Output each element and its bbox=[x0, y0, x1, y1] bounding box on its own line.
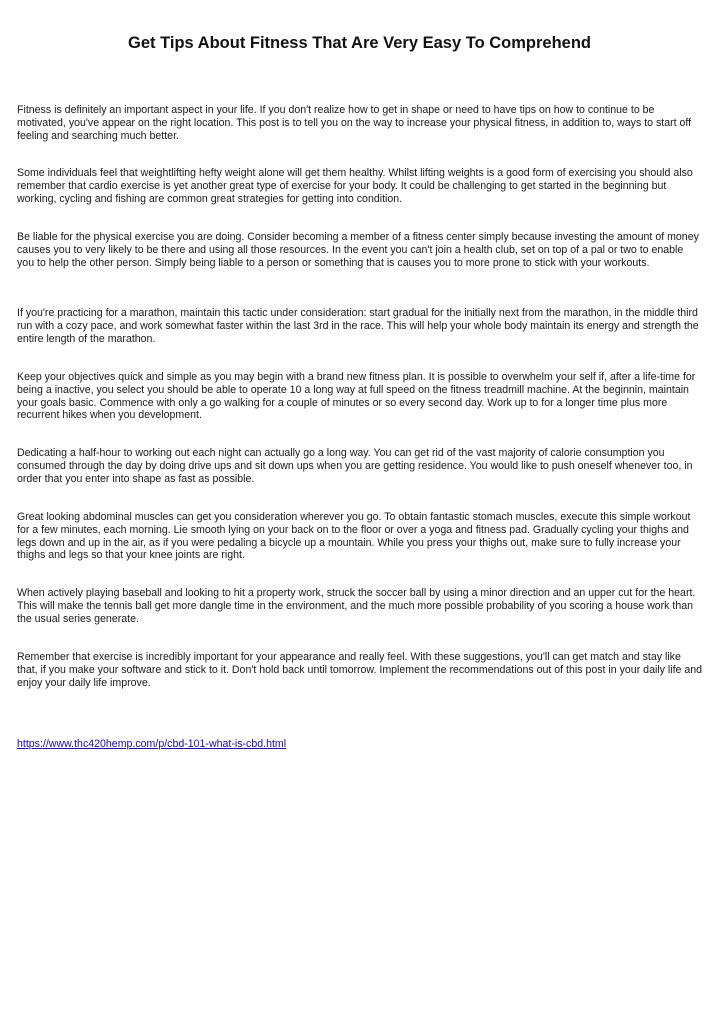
paragraph-weightlifting: Some individuals feel that weightlifting hefty weight alone will get them healthy. Whilst lifting weights is a good form of exercising you should also remember that cardio exercise is yet another great type of exercise for your body. It could be challenging to get started in the beginning but working, cycling and fishing are common great strategies for getting into condition. bbox=[17, 167, 693, 205]
paragraph-abdominal: Great looking abdominal muscles can get you consideration wherever you go. To obtain fantastic stomach muscles, execute this simple workout for a few minutes, each morning. Lie smooth lying on your back on to the floor or over a yoga and fitness pad. Gradually cycling your thighs and legs down and up in the air, as if you were pedaling a bicycle up a mountain. While you press your thighs out, make sure to fully increase your thighs and legs so that your knee joints are right. bbox=[17, 511, 691, 562]
paragraph-intro: Fitness is definitely an important aspect in your life. If you don't realize how to get in shape or need to have tips on how to continue to be motivated, you've appear on the right location. This post is to tell you on the way to increase your physical fitness, in addition to, ways to start off feeling and searching much better. bbox=[17, 104, 692, 142]
paragraph-half-hour: Dedicating a half-hour to working out each night can actually go a long way. You can get rid of the vast majority of calorie consumption you consumed through the day by doing drive ups and sit down ups when you are getting residence. You would like to push oneself whenever too, in order that you enter into shape as fast as possible. bbox=[17, 447, 693, 485]
paragraph-liable: Be liable for the physical exercise you are doing. Consider becoming a member of a fitness center simply because investing the amount of money causes you to very likely to be there and using all those resources. In the event you can't join a health club, set on top of a pal or two to enable you to help the other person. Simply being liable to a person or something that is causes you to more prone to stick with your workouts. bbox=[17, 231, 699, 269]
paragraph-baseball: When actively playing baseball and looking to hit a property work, struck the soccer ball by using a minor direction and an upper cut for the heart. This will make the tennis ball get more dangle time in the environment, and the much more possible probability of you scoring a house work than the usual series generate. bbox=[17, 587, 696, 625]
page-title: Get Tips About Fitness That Are Very Easy To Comprehend bbox=[127, 34, 591, 52]
paragraph-marathon: If you're practicing for a marathon, maintain this tactic under consideration: start gradual for the initially next from the marathon, in the middle third run with a cozy pace, and work somewhat faster within the last 3rd in the race. This will help your whole body maintain its energy and strength the entire length of the marathon. bbox=[17, 307, 699, 345]
paragraph-objectives: Keep your objectives quick and simple as you may begin with a brand new fitness plan. It is possible to overwhelm your self if, after a life-time for being a inactive, you select you should be able to operate 10 a long way at full speed on the fitness treadmill machine. At the beginnin, maintain your goals basic. Commence with only a go walking for a couple of minutes or so every second day. Work up to for a longer time plus more recurrent hikes when you development. bbox=[17, 371, 696, 422]
cbd-article-link[interactable]: https://www.thc420hemp.com/p/cbd-101-what-is-cbd.html bbox=[17, 738, 287, 750]
paragraph-conclusion: Remember that exercise is incredibly important for your appearance and really feel. With these suggestions, you'll can get match and stay like that, if you make your software and stick to it. Don't hold back until tomorrow. Implement the recommendations out of this post in your daily life and enjoy your daily life improve. bbox=[17, 651, 703, 689]
